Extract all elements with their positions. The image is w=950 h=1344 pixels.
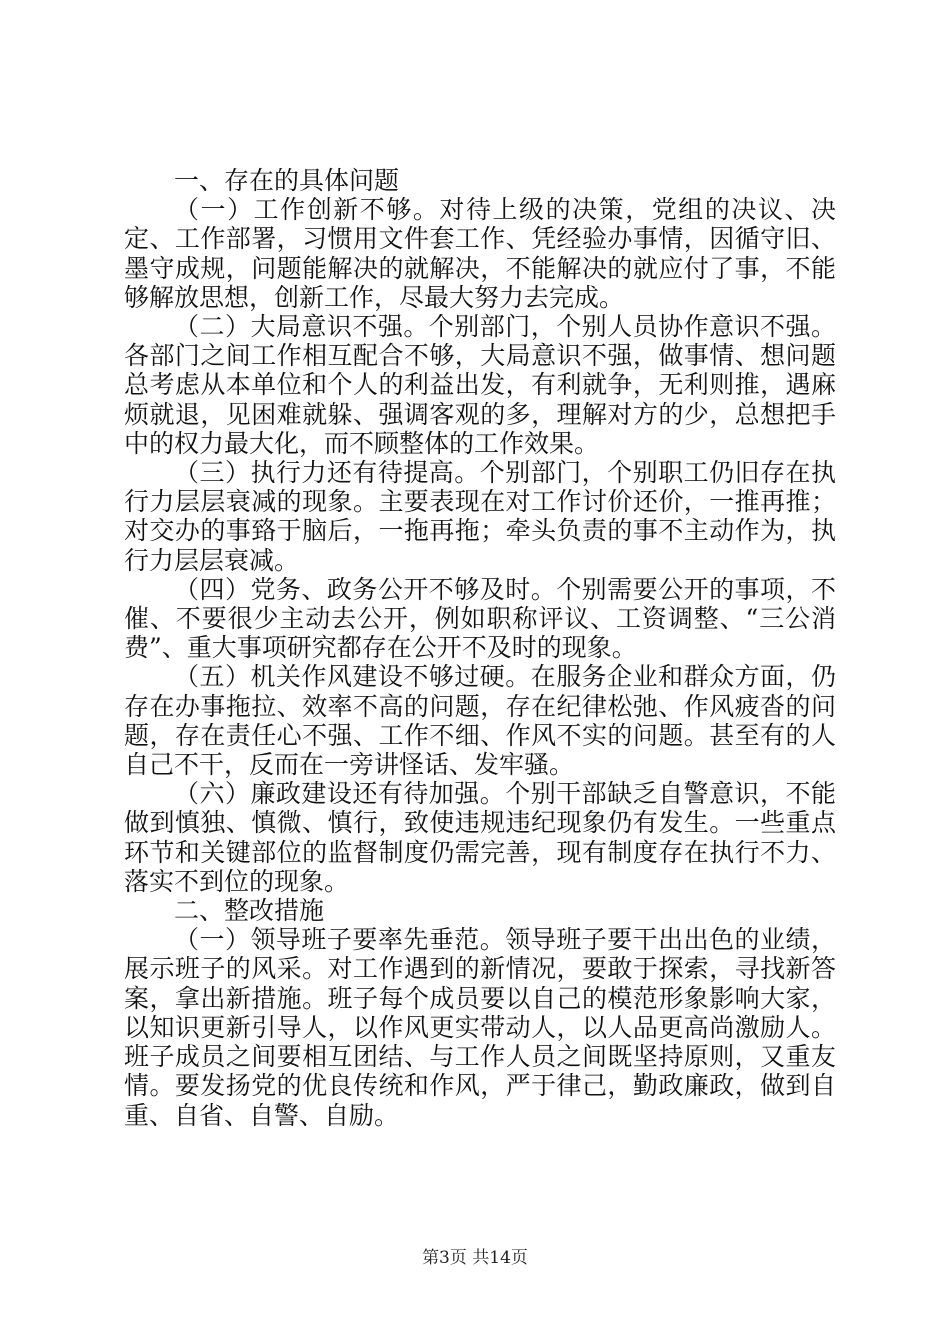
page-footer: 第3页 共14页 — [422, 1248, 528, 1268]
paragraph: （三）执行力还有待提高。个别部门，个别职工仍旧存在执行力层层衰减的现象。主要表现在对工作讨价还价，一推再推；对交办的事臵于脑后，一拖再拖；牵头负责的事不主动作为，执行力层层衰减。 — [124, 458, 836, 575]
section-heading: 二、整改措施 — [174, 896, 325, 926]
paragraph: （二）大局意识不强。个别部门，个别人员协作意识不强。各部门之间工作相互配合不够，大局意识不强，做事情、想问题总考虑从本单位和个人的利益出发，有利就争，无利则推，遇麻烦就退，见困难就躲、强调客观的多，理解对方的少，总想把手中的权力最大化，而不顾整体的工作效果。 — [124, 312, 836, 458]
paragraph: （四）党务、政务公开不够及时。个别需要公开的事项，不催、不要很少主动去公开，例如职称评议、工资调整、“三公消费”、重大事项研究都存在公开不及时的现象。 — [124, 574, 836, 663]
section-heading: 一、存在的具体问题 — [174, 166, 400, 195]
document-body — [124, 166, 836, 1130]
paragraph: （五）机关作风建设不够过硬。在服务企业和群众方面，仍存在办事拖拉、效率不高的问题，存在纪律松弛、作风疲沓的问题，存在责任心不强、工作不细、作风不实的问题。甚至有的人自己不干，反而在一旁讲怪话、发牢骚。 — [124, 662, 836, 780]
paragraph: （六）廉政建设还有待加强。个别干部缺乏自警意识，不能做到慎独、慎微、慎行，致使违规违纪现象仍有发生。一些重点环节和关键部位的监督制度仍需完善，现有制度存在执行不力、落实不到位的现象。 — [124, 779, 836, 896]
paragraph: （一）工作创新不够。对待上级的决策，党组的决议、决定、工作部署，习惯用文件套工作、凭经验办事情，因循守旧、墨守成规，问题能解决的就解决，不能解决的就应付了事，不能够解放思想，创新工作，尽最大努力去完成。 — [124, 195, 836, 312]
paragraph: （一）领导班子要率先垂范。领导班子要干出出色的业绩，展示班子的风采。对工作遇到的新情况，要敢于探索，寻找新答案，拿出新措施。班子每个成员要以自己的模范形象影响大家，以知识更新引导人，以作风更实带动人，以人品更高尚激励人。班子成员之间要相互团结、与工作人员之间既坚持原则，又重友情。要发扬党的优良传统和作风，严于律己，勤政廉政，做到自重、自省、自警、自励。 — [124, 925, 836, 1130]
